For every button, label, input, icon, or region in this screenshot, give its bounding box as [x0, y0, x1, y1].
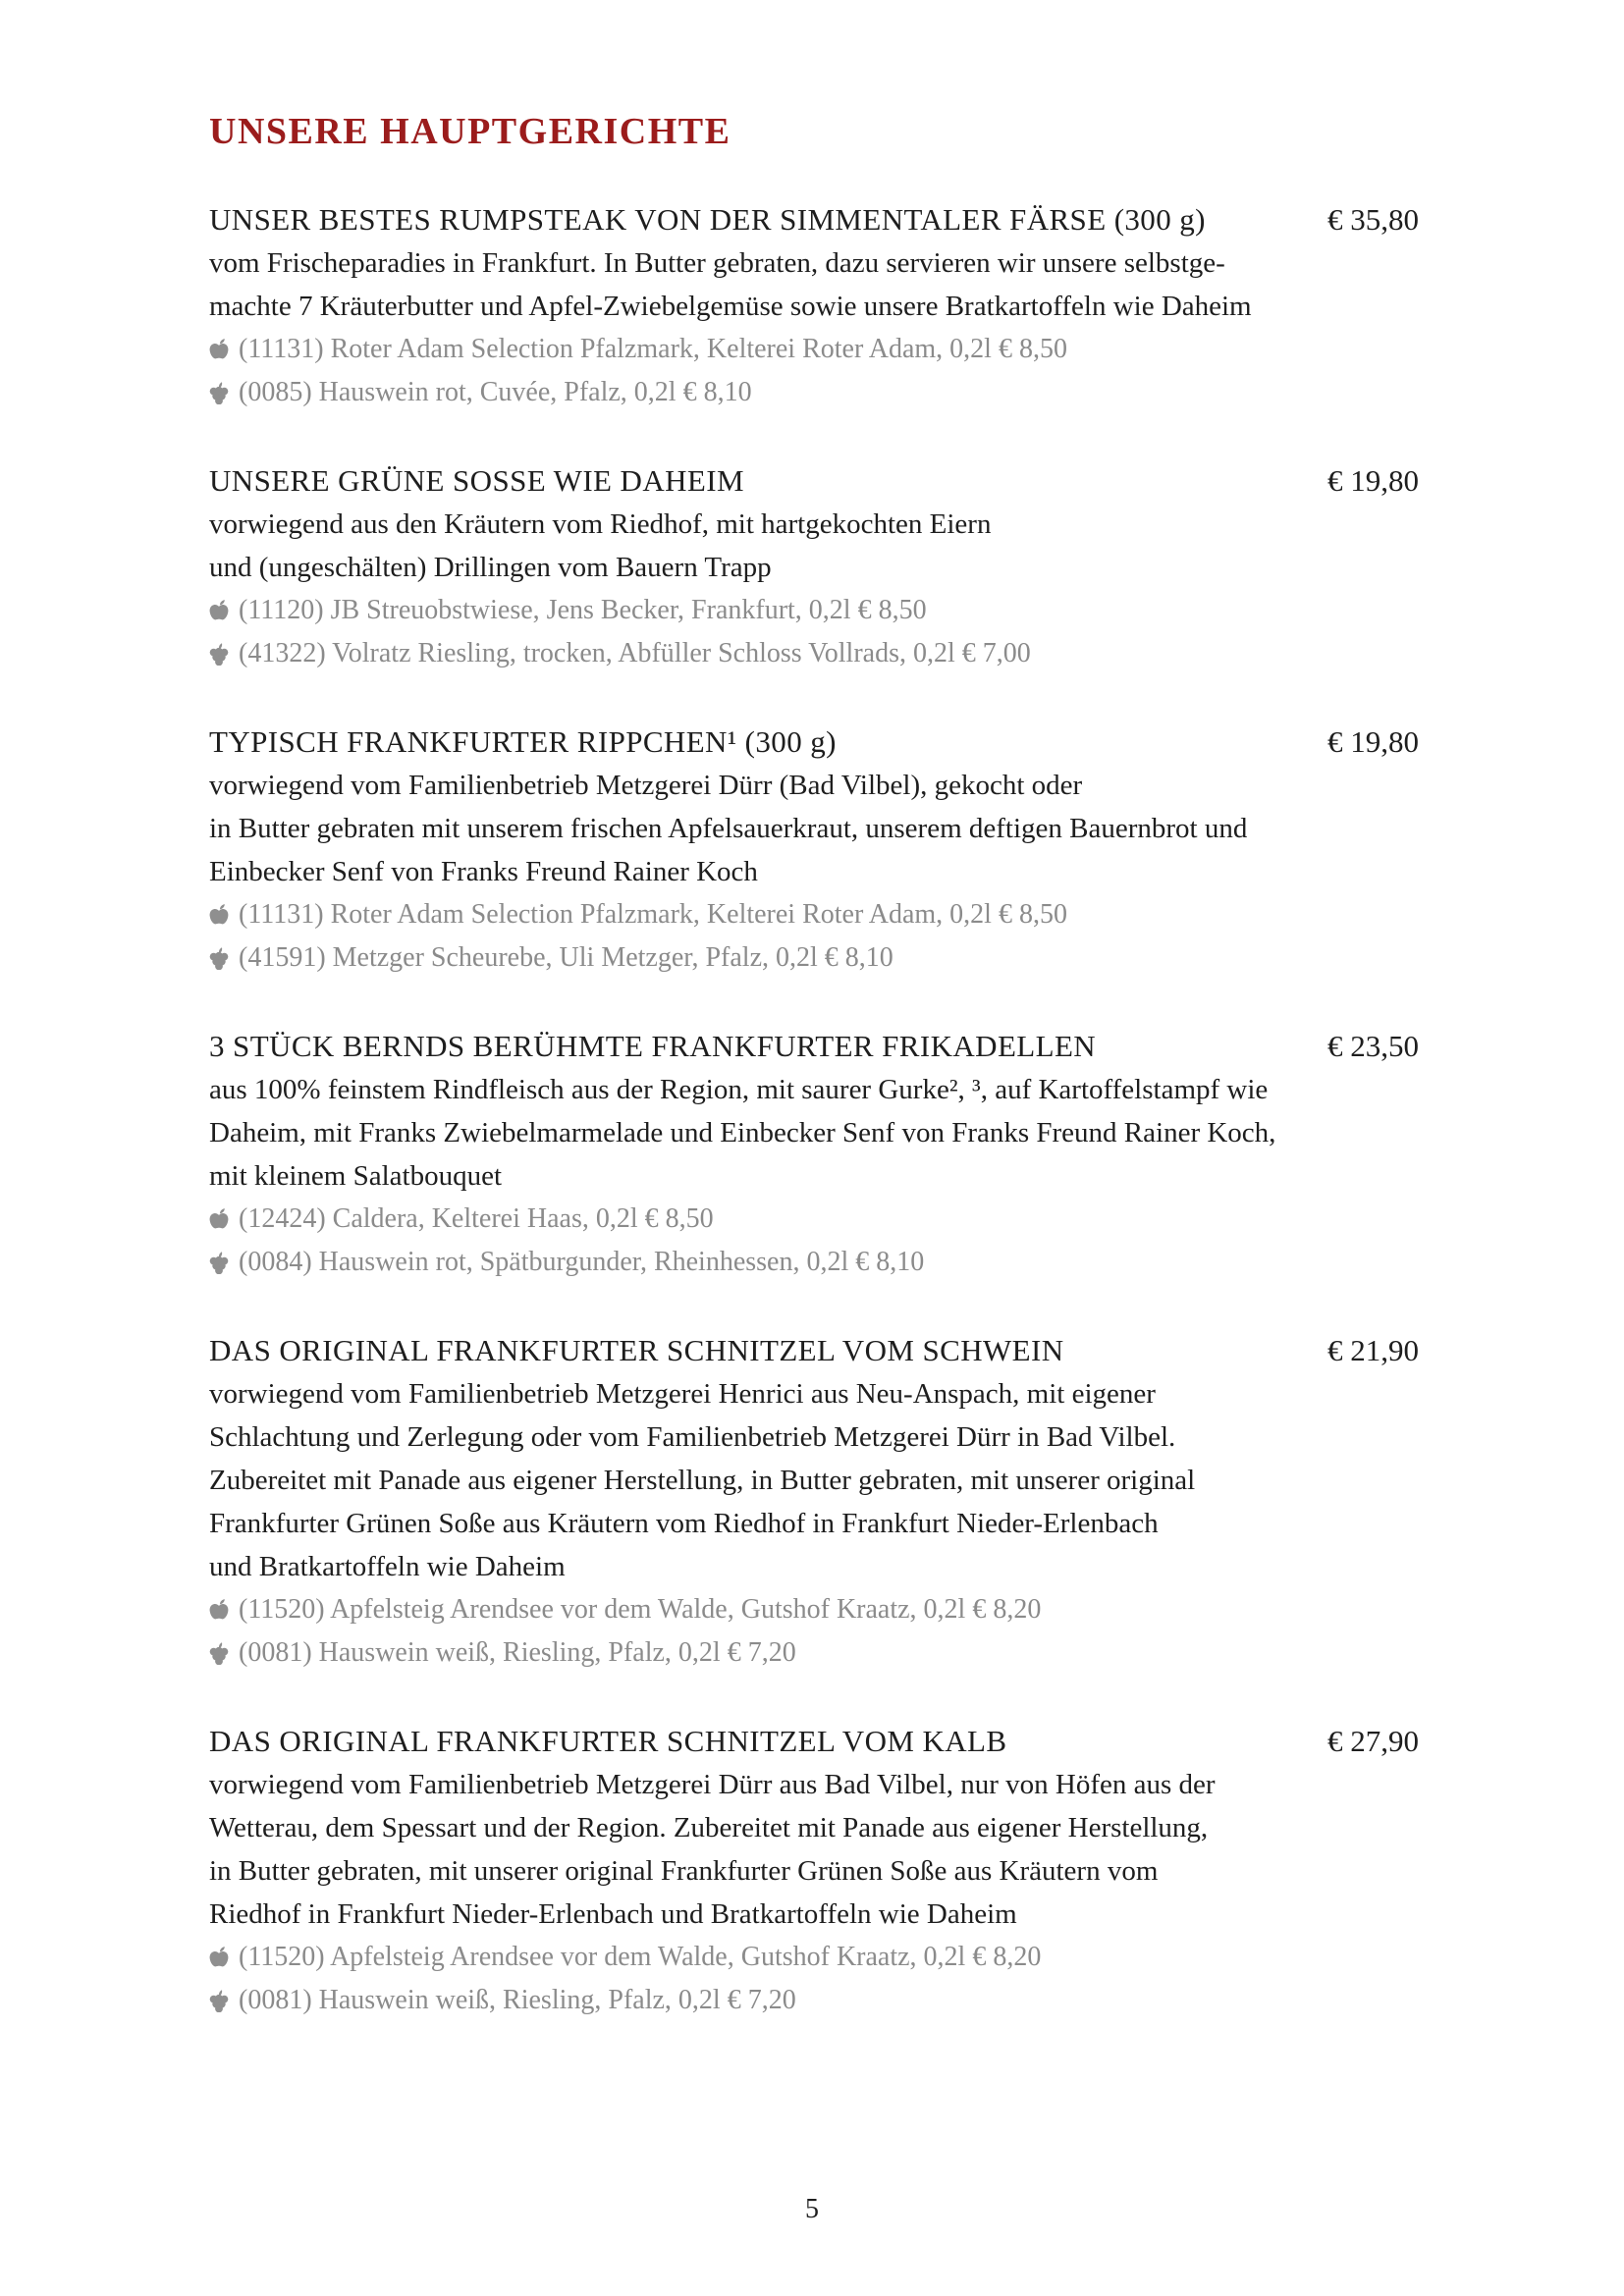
dish-description-line: vorwiegend vom Familienbetrieb Metzgerei Dürr (Bad Vilbel), gekocht oder — [209, 769, 1083, 801]
wine-pairing — [209, 371, 1419, 414]
section-title: UNSERE HAUPTGERICHTE — [209, 111, 731, 152]
apfelwein-pairing — [209, 1198, 1419, 1241]
dish-description-line: mit kleinem Salatbouquet — [209, 1159, 503, 1192]
dish-description-line: in Butter gebraten, mit unserer original Frankfurter Grünen Soße aus Kräutern vom — [209, 1854, 1159, 1887]
apfelwein-pairing-text: (11131) Roter Adam Selection Pfalzmark, Kelterei Roter Adam, 0,2l € 8,50 — [239, 333, 1067, 364]
dish-description-line: Wetterau, dem Spessart und der Region. Zubereitet mit Panade aus eigener Herstellung, — [209, 1811, 1209, 1843]
menu-item-rippchen — [209, 721, 1419, 980]
grapes-icon — [209, 1251, 229, 1274]
apfelwein-pairing-text: (11520) Apfelsteig Arendsee vor dem Walde, Gutshof Kraatz, 0,2l € 8,20 — [239, 1593, 1042, 1625]
dish-price: € 23,50 — [1327, 1028, 1419, 1063]
dish-price: € 19,80 — [1327, 723, 1419, 759]
dish-description-line: Einbecker Senf von Franks Freund Rainer Koch — [209, 855, 758, 887]
dish-description-line: vorwiegend vom Familienbetrieb Metzgerei Henrici aus Neu-Anspach, mit eigener — [209, 1377, 1156, 1410]
dish-price: € 35,80 — [1327, 201, 1419, 237]
apfelwein-pairing-text: (11520) Apfelsteig Arendsee vor dem Walde, Gutshof Kraatz, 0,2l € 8,20 — [239, 1941, 1042, 1972]
dish-description-line: und (ungeschälten) Drillingen vom Bauern Trapp — [209, 551, 772, 583]
wine-pairing-text: (41322) Volratz Riesling, trocken, Abfüller Schloss Vollrads, 0,2l € 7,00 — [239, 637, 1031, 668]
dish-header — [209, 1025, 1419, 1068]
apfelwein-pairing-text: (11131) Roter Adam Selection Pfalzmark, Kelterei Roter Adam, 0,2l € 8,50 — [239, 898, 1067, 930]
dish-header — [209, 721, 1419, 764]
wine-pairing-text: (41591) Metzger Scheurebe, Uli Metzger, Pfalz, 0,2l € 8,10 — [239, 941, 893, 973]
menu-item-frikadellen — [209, 1025, 1419, 1284]
dish-title: UNSERE GRÜNE SOSSE WIE DAHEIM — [209, 462, 744, 498]
wine-pairing-text: (0081) Hauswein weiß, Riesling, Pfalz, 0,2l € 7,20 — [239, 1636, 796, 1668]
grapes-icon — [209, 381, 229, 404]
wine-pairing — [209, 1979, 1419, 2022]
dish-header — [209, 198, 1419, 241]
wine-pairing-text: (0085) Hauswein rot, Cuvée, Pfalz, 0,2l € 8,10 — [239, 376, 752, 407]
apple-icon — [209, 1207, 229, 1231]
apple-icon — [209, 599, 229, 622]
menu-item-gruene-sosse — [209, 459, 1419, 675]
dish-description-line: Schlachtung und Zerlegung oder vom Familienbetrieb Metzgerei Dürr in Bad Vilbel. — [209, 1420, 1176, 1453]
dish-title: 3 STÜCK BERNDS BERÜHMTE FRANKFURTER FRIKADELLEN — [209, 1028, 1097, 1063]
apfelwein-pairing — [209, 589, 1419, 632]
dish-header — [209, 1720, 1419, 1763]
dish-description-line: Zubereitet mit Panade aus eigener Herstellung, in Butter gebraten, mit unserer original — [209, 1464, 1196, 1496]
apfelwein-pairing — [209, 893, 1419, 936]
wine-pairing — [209, 632, 1419, 675]
dish-title: DAS ORIGINAL FRANKFURTER SCHNITZEL VOM KALB — [209, 1723, 1007, 1758]
dish-title: TYPISCH FRANKFURTER RIPPCHEN¹ (300 g) — [209, 723, 837, 759]
apfelwein-pairing — [209, 328, 1419, 371]
dish-description-line: Daheim, mit Franks Zwiebelmarmelade und Einbecker Senf von Franks Freund Rainer Koch, — [209, 1116, 1276, 1148]
apple-icon — [209, 338, 229, 361]
dish-description-line: vom Frischeparadies in Frankfurt. In Butter gebraten, dazu servieren wir unsere selbstge- — [209, 246, 1225, 279]
dish-price: € 21,90 — [1327, 1332, 1419, 1367]
dish-description-line: Frankfurter Grünen Soße aus Kräutern vom Riedhof in Frankfurt Nieder-Erlenbach — [209, 1507, 1159, 1539]
dish-description-line: Riedhof in Frankfurt Nieder-Erlenbach und Bratkartoffeln wie Daheim — [209, 1897, 1017, 1930]
wine-pairing — [209, 936, 1419, 980]
dish-description-line: in Butter gebraten mit unserem frischen Apfelsauerkraut, unserem deftigen Bauernbrot und — [209, 812, 1248, 844]
menu-item-schnitzel-kalb — [209, 1720, 1419, 2022]
apple-icon — [209, 1598, 229, 1622]
page-number: 5 — [805, 2194, 819, 2224]
dish-header — [209, 1329, 1419, 1372]
apfelwein-pairing-text: (11120) JB Streuobstwiese, Jens Becker, Frankfurt, 0,2l € 8,50 — [239, 594, 927, 625]
apple-icon — [209, 1946, 229, 1969]
grapes-icon — [209, 1641, 229, 1665]
dish-description-line: vorwiegend aus den Kräutern vom Riedhof, mit hartgekochten Eiern — [209, 507, 992, 540]
apfelwein-pairing-text: (12424) Caldera, Kelterei Haas, 0,2l € 8,50 — [239, 1202, 714, 1234]
dish-description-line: machte 7 Kräuterbutter und Apfel-Zwiebelgemüse sowie unsere Bratkartoffeln wie Daheim — [209, 290, 1252, 322]
dish-price: € 19,80 — [1327, 462, 1419, 498]
wine-pairing-text: (0081) Hauswein weiß, Riesling, Pfalz, 0,2l € 7,20 — [239, 1984, 796, 2015]
apfelwein-pairing — [209, 1936, 1419, 1979]
dish-description-line: und Bratkartoffeln wie Daheim — [209, 1550, 566, 1582]
dish-description-line: vorwiegend vom Familienbetrieb Metzgerei Dürr aus Bad Vilbel, nur von Höfen aus der — [209, 1768, 1216, 1800]
grapes-icon — [209, 1989, 229, 2012]
dish-price: € 27,90 — [1327, 1723, 1419, 1758]
wine-pairing — [209, 1631, 1419, 1675]
dish-title: DAS ORIGINAL FRANKFURTER SCHNITZEL VOM SCHWEIN — [209, 1332, 1064, 1367]
dish-header — [209, 459, 1419, 503]
grapes-icon — [209, 642, 229, 666]
menu-item-rumpsteak — [209, 198, 1419, 414]
dish-title: UNSER BESTES RUMPSTEAK VON DER SIMMENTALER FÄRSE (300 g) — [209, 201, 1206, 237]
dish-description-line: aus 100% feinstem Rindfleisch aus der Region, mit saurer Gurke², ³, auf Kartoffelstampf wie — [209, 1073, 1269, 1105]
grapes-icon — [209, 946, 229, 970]
apple-icon — [209, 903, 229, 927]
wine-pairing-text: (0084) Hauswein rot, Spätburgunder, Rheinhessen, 0,2l € 8,10 — [239, 1246, 925, 1277]
apfelwein-pairing — [209, 1588, 1419, 1631]
wine-pairing — [209, 1241, 1419, 1284]
menu-item-schnitzel-schwein — [209, 1329, 1419, 1675]
